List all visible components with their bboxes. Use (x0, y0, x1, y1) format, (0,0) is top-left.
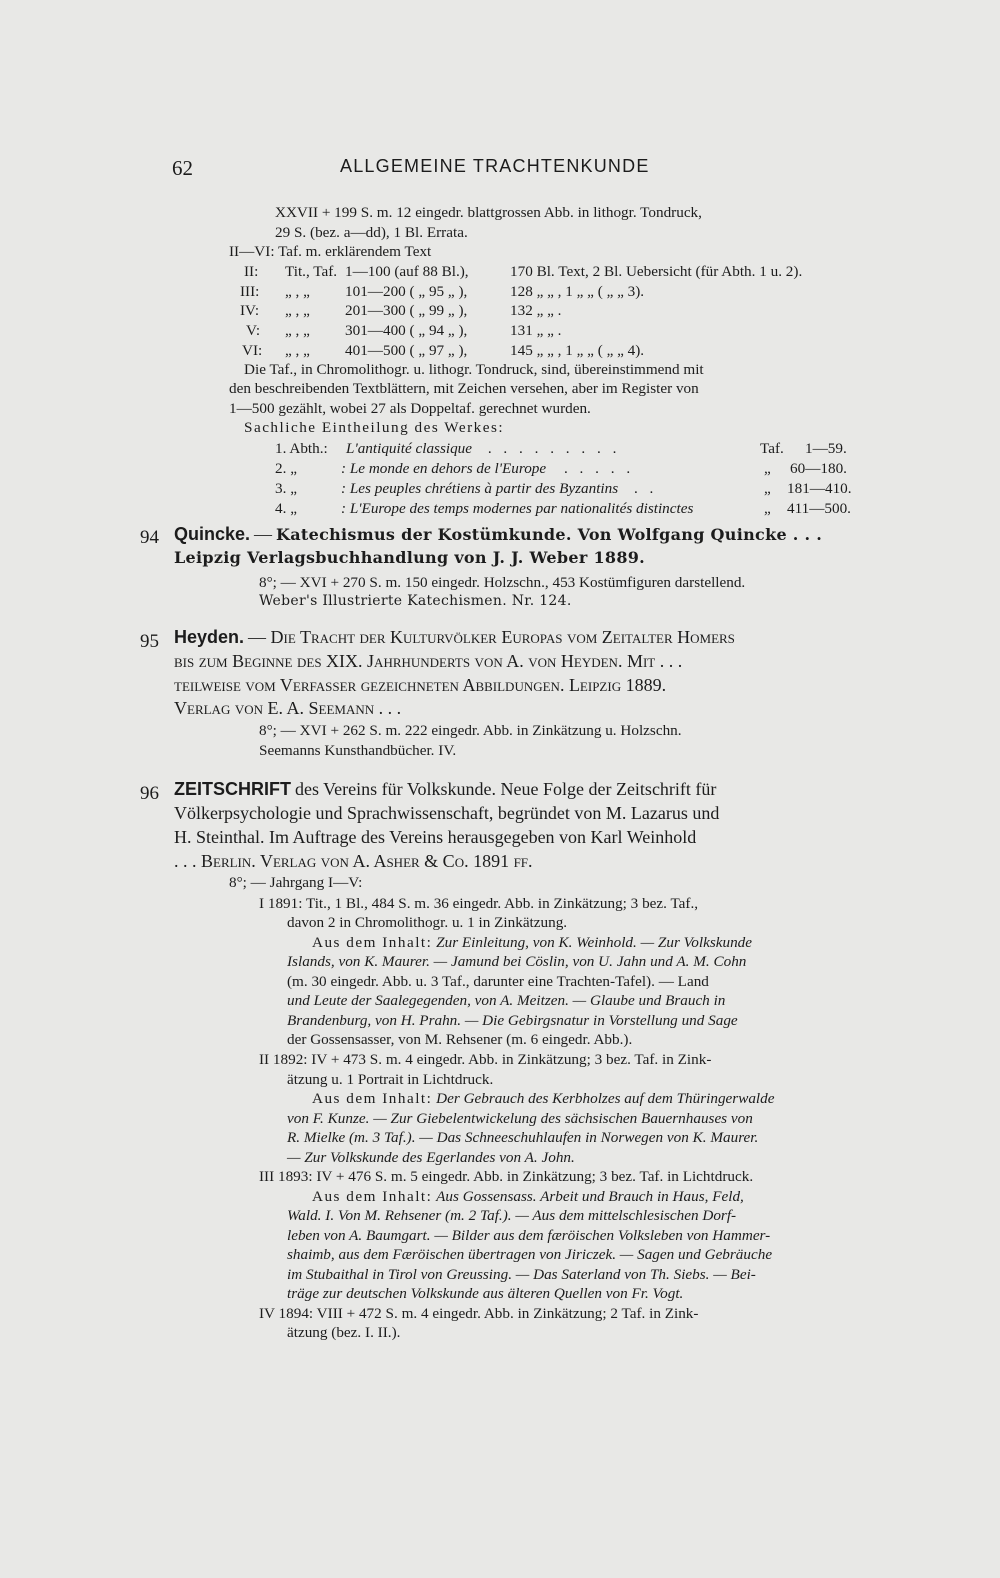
text-line: Seemanns Kunsthandbücher. IV. (259, 742, 457, 759)
vol-col-c: 128 „ „ , 1 „ „ ( „ „ 3). (510, 283, 645, 300)
title-line: bis zum Beginne des XIX. Jahrhunderts von A. von Heyden. Mit . . . (174, 651, 683, 671)
division-range: 181—410. (787, 480, 852, 497)
division-taf: „ (764, 460, 771, 477)
text-line: ätzung u. 1 Portrait in Lichtdruck. (287, 1071, 494, 1088)
division-title: L'antiquité classique . . . . . . . . . (346, 440, 621, 457)
division-title: : Les peuples chrétiens à partir des Byzantins . . (341, 480, 658, 497)
text-line: (m. 30 eingedr. Abb. u. 3 Taf., darunter eine Trachten-Tafel). — Land (287, 973, 709, 990)
text-line: Brandenburg, von H. Prahn. — Die Gebirgsnatur in Vorstellung und Sage (287, 1012, 738, 1029)
author-heading: ZEITSCHRIFT (174, 779, 291, 799)
title-line: teilweise vom Verfasser gezeichneten Abbildungen. Leipzig 1889. (174, 675, 667, 695)
vol-col-a: Tit., Taf. (285, 263, 338, 280)
text-line: 8°; — XVI + 262 S. m. 222 eingedr. Abb. in Zinkätzung u. Holzschn. (259, 722, 682, 739)
division-number: 3. „ (275, 480, 297, 497)
division-title: : Le monde en dehors de l'Europe . . . . . (341, 460, 635, 477)
text-line: leben von A. Baumgart. — Bilder aus dem færöischen Volksleben von Hammer- (287, 1227, 771, 1244)
text-line: von F. Kunze. — Zur Giebelentwickelung des sächsischen Bauernhauses von (287, 1110, 753, 1127)
text-line: der Gossensasser, von M. Rehsener (m. 6 eingedr. Abb.). (287, 1031, 633, 1048)
title-line: . . . Berlin. Verlag von A. Asher & Co. 1891 ff. (174, 851, 533, 871)
vol-label: II: (244, 263, 259, 280)
author-heading: Heyden. (174, 627, 245, 647)
vol-col-b: 401—500 ( „ 97 „ ), (345, 342, 468, 359)
text-line: 8°; — Jahrgang I—V: (229, 874, 363, 891)
entry-number: 94 (140, 527, 159, 548)
title-line: Verlag von E. A. Seemann . . . (174, 698, 402, 718)
vol-label: VI: (242, 342, 263, 359)
vol-col-a: „ , „ (285, 283, 310, 300)
vol-col-b: 101—200 ( „ 95 „ ), (345, 283, 468, 300)
series-line: Weber's Illustrierte Katechismen. Nr. 124. (259, 593, 572, 609)
entry-number: 95 (140, 631, 159, 652)
page-number: 62 (172, 156, 193, 180)
vol-col-a: „ , „ (285, 322, 310, 339)
text-line: davon 2 in Chromolithogr. u. 1 in Zinkätzung. (287, 914, 568, 931)
text-line: IV 1894: VIII + 472 S. m. 4 eingedr. Abb. in Zinkätzung; 2 Taf. in Zink- (259, 1305, 699, 1322)
text-line: III 1893: IV + 476 S. m. 5 eingedr. Abb. in Zinkätzung; 3 bez. Taf. in Lichtdruck. (259, 1168, 754, 1185)
running-title: ALLGEMEINE TRACHTENKUNDE (340, 156, 650, 176)
text-line: den beschreibenden Textblättern, mit Zeichen versehen, aber im Register von (229, 380, 699, 397)
vol-col-b: 1—100 (auf 88 Bl.), (345, 263, 469, 280)
text-line: Aus dem Inhalt: Aus Gossensass. Arbeit und Brauch in Haus, Feld, (312, 1188, 744, 1205)
text-line: — Zur Volkskunde des Egerlandes von A. John. (287, 1149, 575, 1166)
vol-label: V: (246, 322, 261, 339)
division-taf: „ (764, 500, 771, 517)
vol-label: III: (240, 283, 260, 300)
division-taf: „ (764, 480, 771, 497)
text-line: II—VI: Taf. m. erklärendem Text (229, 243, 432, 260)
vol-col-a: „ , „ (285, 342, 310, 359)
title-line: Völkerpsychologie und Sprachwissenschaft, begründet von M. Lazarus und (174, 803, 720, 823)
text-line: Die Taf., in Chromolithogr. u. lithogr. Tondruck, sind, übereinstimmend mit (244, 361, 704, 378)
text-line: 1—500 gezählt, wobei 27 als Doppeltaf. gerechnet wurden. (229, 400, 591, 417)
text-line: im Stubaithal in Tirol von Greussing. — Das Saterland von Th. Siebs. — Bei- (287, 1266, 756, 1283)
division-range: 60—180. (790, 460, 847, 477)
division-number: 4. „ (275, 500, 297, 517)
division-number: 2. „ (275, 460, 297, 477)
vol-col-c: 132 „ „ . (510, 302, 562, 319)
entry-number: 96 (140, 783, 159, 804)
vol-col-c: 145 „ „ , 1 „ „ ( „ „ 4). (510, 342, 645, 359)
text-line: Aus dem Inhalt: Zur Einleitung, von K. Weinhold. — Zur Volkskunde (312, 934, 752, 951)
entry-title-line (174, 524, 822, 545)
vol-label: IV: (240, 302, 260, 319)
text-line: I 1891: Tit., 1 Bl., 484 S. m. 36 eingedr. Abb. in Zinkätzung; 3 bez. Taf., (259, 895, 699, 912)
text-line: shaimb, aus dem Færöischen übertragen von Jiriczek. — Sagen und Gebräuche (287, 1246, 773, 1263)
text-line: und Leute der Saalegegenden, von A. Meitzen. — Glaube und Brauch in (287, 992, 726, 1009)
text-line: Wald. I. Von M. Rehsener (m. 2 Taf.). — Aus dem mittelschlesischen Dorf- (287, 1207, 737, 1224)
text-line: ätzung (bez. I. II.). (287, 1324, 401, 1341)
entry-title-line: ZEITSCHRIFT des Vereins für Volkskunde. Neue Folge der Zeitschrift für (174, 779, 717, 799)
title-line: H. Steinthal. Im Auftrage des Vereins herausgegeben von Karl Weinhold (174, 827, 697, 847)
author-heading: Quincke. (174, 524, 251, 544)
vol-col-b: 301—400 ( „ 94 „ ), (345, 322, 468, 339)
entry-title-line: Heyden. — Die Tracht der Kulturvölker Europas vom Zeitalter Homers (174, 627, 735, 647)
text-line: R. Mielke (m. 3 Taf.). — Das Schneeschuhlaufen in Norwegen von K. Maurer. (287, 1129, 759, 1146)
fraktur-title: Katechismus der Kostümkunde. Von Wolfgang Quincke . . . (276, 525, 823, 544)
division-range: 1—59. (805, 440, 847, 457)
text-line: Aus dem Inhalt: Der Gebrauch des Kerbholzes auf dem Thüringerwalde (312, 1090, 775, 1107)
text-line: 8°; — XVI + 270 S. m. 150 eingedr. Holzschn., 453 Kostümfiguren darstellend. (259, 574, 746, 591)
section-caption: Sachliche Eintheilung des Werkes: (244, 419, 505, 436)
text-line: 29 S. (bez. a—dd), 1 Bl. Errata. (275, 224, 468, 241)
vol-col-c: 131 „ „ . (510, 322, 562, 339)
text-line: Islands, von K. Maurer. — Jamund bei Cöslin, von U. Jahn und A. M. Cohn (287, 953, 747, 970)
text-line: II 1892: IV + 473 S. m. 4 eingedr. Abb. in Zinkätzung; 3 bez. Taf. in Zink- (259, 1051, 712, 1068)
vol-col-b: 201—300 ( „ 99 „ ), (345, 302, 468, 319)
division-number: 1. Abth.: (275, 440, 328, 457)
fraktur-imprint: Leipzig Verlagsbuchhandlung von J. J. Weber 1889. (174, 548, 646, 567)
division-range: 411—500. (787, 500, 851, 517)
vol-col-a: „ , „ (285, 302, 310, 319)
text-line: XXVII + 199 S. m. 12 eingedr. blattgrossen Abb. in lithogr. Tondruck, (275, 204, 702, 221)
text-line: träge zur deutschen Volkskunde aus älteren Quellen von Fr. Vogt. (287, 1285, 684, 1302)
division-taf: Taf. (760, 440, 784, 457)
dash: — (254, 524, 273, 544)
vol-col-c: 170 Bl. Text, 2 Bl. Uebersicht (für Abth. 1 u. 2). (510, 263, 803, 280)
division-title: : L'Europe des temps modernes par nationalités distinctes (341, 500, 694, 517)
